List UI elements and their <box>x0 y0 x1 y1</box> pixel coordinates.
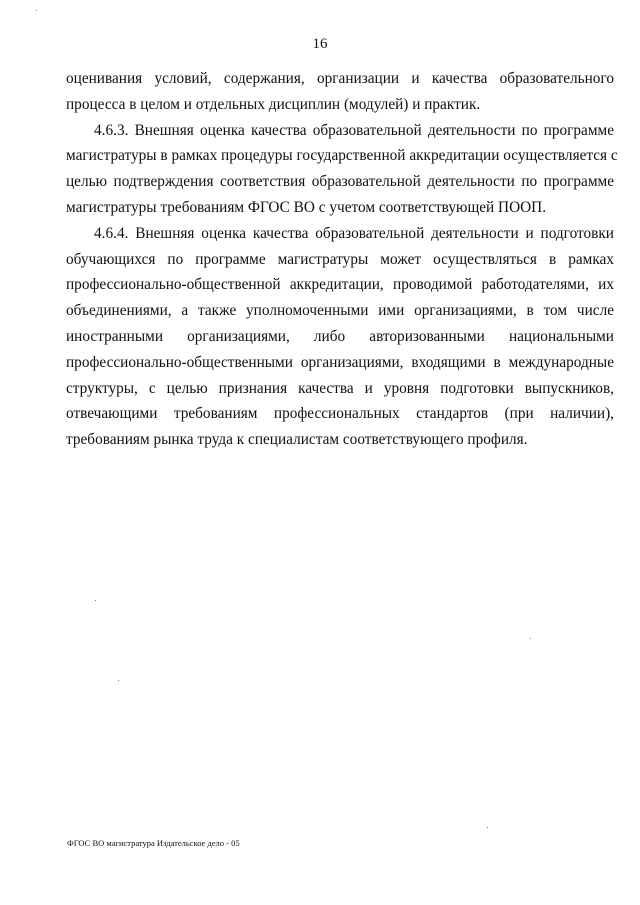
text-line: процесса в целом и отдельных дисциплин (модулей) и практик. <box>66 95 481 113</box>
text-line: целью подтверждения соответствия образовательной деятельности по программе <box>66 173 614 191</box>
text-line: профессионально-общественной аккредитации, проводимой работодателями, их <box>66 276 614 294</box>
scan-speck <box>36 10 37 11</box>
text-line: магистратуры в рамках процедуры государственной аккредитации осуществляется с <box>66 147 618 165</box>
page-number: 16 <box>312 36 328 52</box>
text-line: объединениями, а также уполномоченными ими организациями, в том числе <box>66 302 614 320</box>
text-line: оценивания условий, содержания, организации и качества образовательного <box>66 70 614 87</box>
footer: ФГОС ВО магистратура Издательское дело - 05 <box>67 838 240 848</box>
scan-speck <box>530 638 531 639</box>
text-line: обучающихся по программе магистратуры может осуществляться в рамках <box>66 250 614 268</box>
paragraph-4-6-3 <box>66 118 618 221</box>
paragraph-4-6-4 <box>66 221 614 453</box>
scan-speck <box>95 600 96 601</box>
text-line: отвечающими требованиям профессиональных стандартов (при наличии), <box>66 405 614 423</box>
text-line: магистратуры требованиям ФГОС ВО с учетом соответствующей ПООП. <box>66 198 547 216</box>
text-line: 4.6.3. Внешняя оценка качества образовательной деятельности по программе <box>94 121 614 139</box>
scan-speck <box>487 827 488 828</box>
document-body <box>66 66 618 453</box>
text-line: профессионально-общественными организациями, входящими в международные <box>66 353 614 371</box>
text-line: требованиям рынка труда к специалистам соответствующего профиля. <box>66 431 528 449</box>
text-line: структуры, с целью признания качества и уровня подготовки выпускников, <box>66 379 614 397</box>
text-line: 4.6.4. Внешняя оценка качества образовательной деятельности и подготовки <box>94 224 614 242</box>
scan-speck <box>118 680 119 681</box>
text-line: иностранными организациями, либо авторизованными национальными <box>66 327 614 345</box>
paragraph-continuation <box>66 66 614 118</box>
